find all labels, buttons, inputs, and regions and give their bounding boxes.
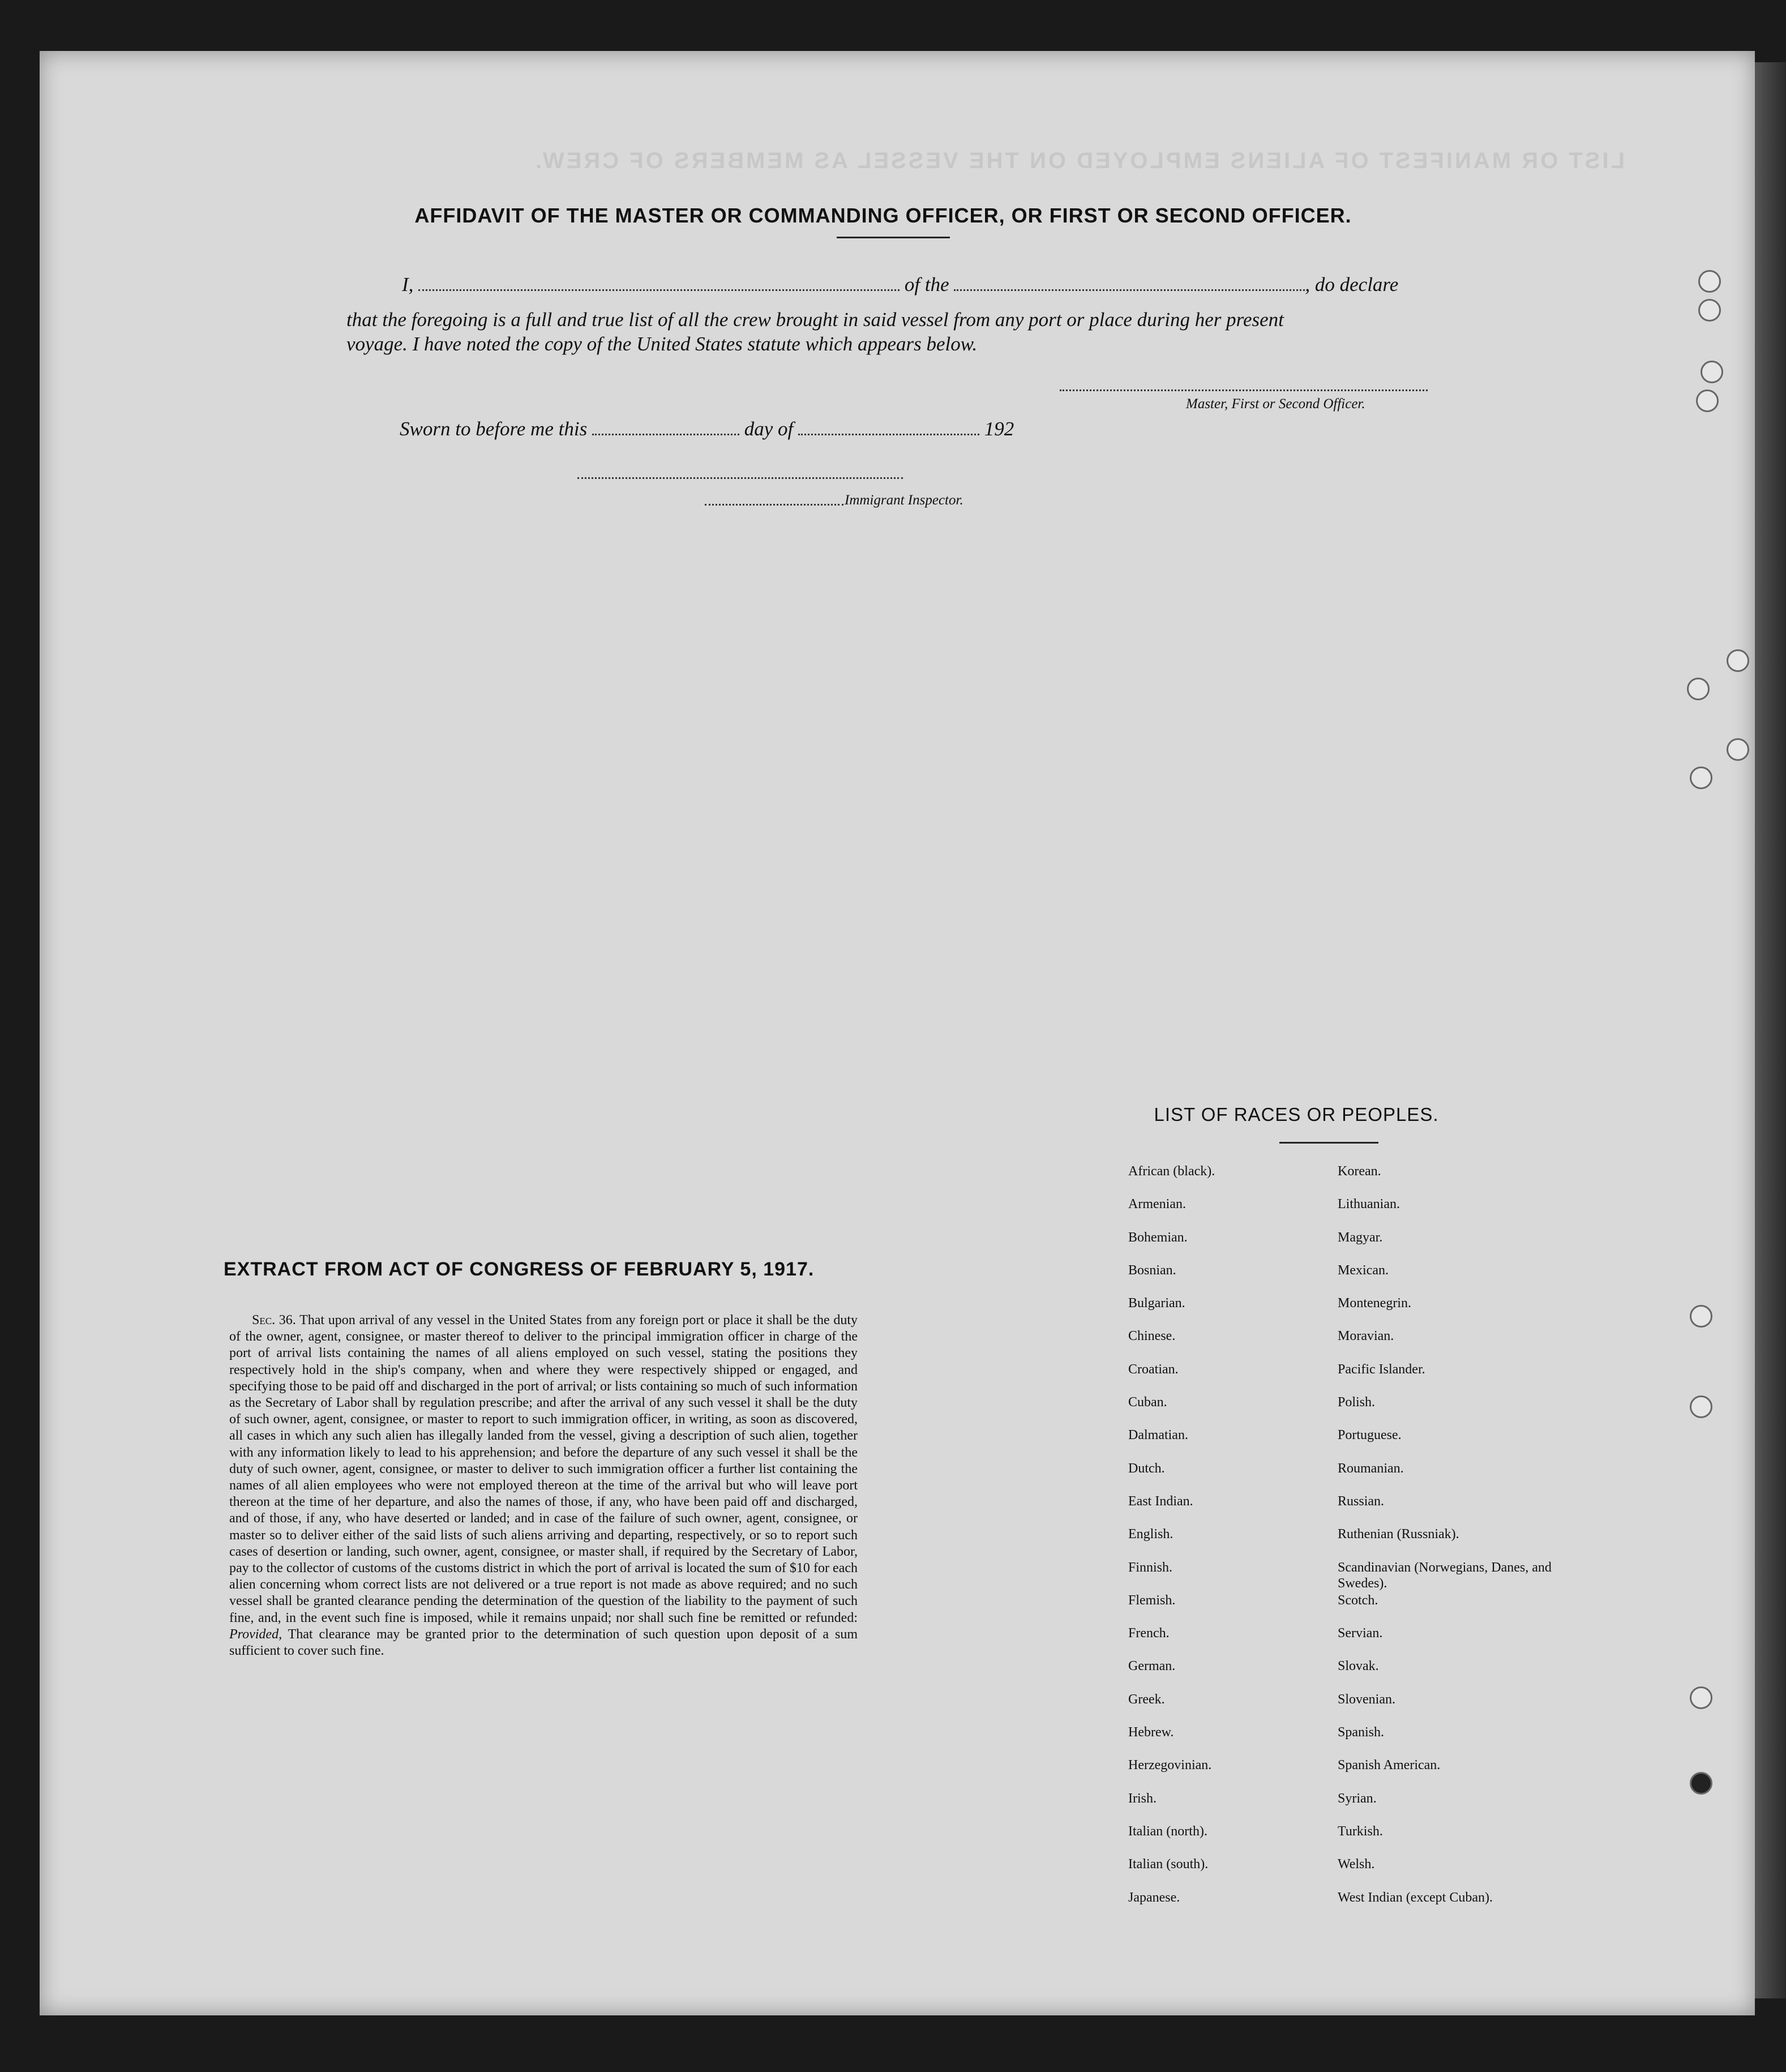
race-item: French. bbox=[1128, 1626, 1170, 1641]
race-item: Scotch. bbox=[1338, 1592, 1378, 1608]
race-item: Dalmatian. bbox=[1128, 1428, 1188, 1443]
race-item: Welsh. bbox=[1338, 1857, 1375, 1872]
race-item: English. bbox=[1128, 1527, 1173, 1542]
race-item: German. bbox=[1128, 1659, 1176, 1674]
title-underline bbox=[837, 237, 950, 238]
race-item: West Indian (except Cuban). bbox=[1338, 1890, 1493, 1905]
races-title: LIST OF RACES OR PEOPLES. bbox=[1154, 1104, 1439, 1125]
affidavit-name-line bbox=[402, 273, 1427, 296]
race-item: Mexican. bbox=[1338, 1262, 1389, 1278]
extract-title: EXTRACT FROM ACT OF CONGRESS OF FEBRUARY 5, 1917. bbox=[224, 1258, 815, 1280]
race-item: Scandinavian (Norwegians, Danes, and Swedes). bbox=[1338, 1560, 1552, 1591]
race-item: Chinese. bbox=[1128, 1329, 1176, 1344]
sworn-line bbox=[400, 418, 1249, 440]
officer-signature-line[interactable] bbox=[1060, 389, 1428, 391]
race-item: Italian (north). bbox=[1128, 1823, 1207, 1839]
races-list-left bbox=[1128, 1163, 1332, 1923]
affidavit-title: AFFIDAVIT OF THE MASTER OR COMMANDING OFFICER, OR FIRST OR SECOND OFFICER. bbox=[414, 204, 1352, 227]
race-item: Japanese. bbox=[1128, 1890, 1180, 1905]
inspector-signature-line-2[interactable] bbox=[705, 504, 843, 506]
race-item: Servian. bbox=[1338, 1626, 1383, 1641]
race-item: Polish. bbox=[1338, 1395, 1376, 1410]
month-blank[interactable] bbox=[798, 434, 979, 435]
race-item: Italian (south). bbox=[1128, 1857, 1209, 1872]
race-item: Finnish. bbox=[1128, 1560, 1173, 1575]
race-item: Montenegrin. bbox=[1338, 1296, 1411, 1311]
race-item: Flemish. bbox=[1128, 1592, 1176, 1608]
race-item: Moravian. bbox=[1338, 1329, 1394, 1344]
day-blank[interactable] bbox=[592, 434, 739, 435]
race-item: Bosnian. bbox=[1128, 1262, 1176, 1278]
day-of-label: day of bbox=[744, 418, 794, 440]
extract-body bbox=[229, 1312, 858, 1659]
race-item: Lithuanian. bbox=[1338, 1197, 1400, 1212]
affidavit-body-line1: that the foregoing is a full and true list of all the crew brought in said vessel from any port or place during her present bbox=[346, 309, 1284, 331]
affidavit-body-line2: voyage. I have noted the copy of the United States statute which appears below. bbox=[346, 333, 978, 355]
bleed-through-header: LIST OR MANIFEST OF ALIENS EMPLOYED ON THE VESSEL AS MEMBERS OF CREW. bbox=[533, 148, 1625, 173]
race-item: Greek. bbox=[1128, 1692, 1165, 1707]
of-the-label: of the bbox=[904, 273, 949, 296]
race-item: Croatian. bbox=[1128, 1362, 1179, 1377]
race-item: Bulgarian. bbox=[1128, 1296, 1185, 1311]
extract-text: That upon arrival of any vessel in the United States from any foreign port or place it shall be the duty of the owner, agent, consignee, or master thereof to deliver to the principal immigration officer in charge of the port of arrival lists containing the names of all aliens employed on such vessel, stating the positions they respectively hold in the ship's company, when and where they were respectively shipped or engaged, and specifying those to be paid off and discharged in the port of arrival; or lists containing so much of such information as the Secretary of Labor shall by regulation prescribe; and after the arrival of any such vessel it shall be the duty of such owner, agent, consignee, or master to report to such immigration officer, in writing, as soon as discovered, all cases in which any such alien has illegally landed from the vessel, giving a description of such alien, together with any information likely to lead to his apprehension; and before the departure of any such vessel it shall be the duty of such owner, agent, consignee, or master to deliver to such immigration officer a further list containing the names of all alien employees who were not employed thereon at the time of the arrival but who will leave port thereon at the time of her departure, and also the names of those, if any, who have been paid off and discharged, and of those, if any, who have deserted or landed; and in case of the failure of such owner, agent, consignee, or master so to deliver either of the said lists of such aliens arriving and departing, respectively, or so to report such cases of desertion or landing, such owner, agent, consignee, or master shall, if required by the Secretary of Labor, pay to the collector of customs of the customs district in which the port of arrival is located the sum of $10 for each alien concerning whom correct lists are not delivered or a true report is not made as above required; and no such vessel shall be granted clearance pending the determination of the question of the liability to the payment of such fine, and, in the event such fine is imposed, while it remains unpaid; nor shall such fine be remitted or refunded: bbox=[229, 1313, 858, 1625]
race-item: Hebrew. bbox=[1128, 1725, 1174, 1740]
i-label: I, bbox=[402, 273, 414, 296]
races-list-right bbox=[1338, 1163, 1587, 1923]
race-item: East Indian. bbox=[1128, 1493, 1193, 1509]
race-item: Irish. bbox=[1128, 1791, 1157, 1806]
race-item: Russian. bbox=[1338, 1493, 1385, 1509]
page-edge bbox=[1755, 62, 1786, 1998]
race-item: Roumanian. bbox=[1338, 1461, 1404, 1476]
race-item: Turkish. bbox=[1338, 1823, 1383, 1839]
race-item: Pacific Islander. bbox=[1338, 1362, 1425, 1377]
race-item: Armenian. bbox=[1128, 1197, 1186, 1212]
race-item: Slovak. bbox=[1338, 1659, 1379, 1674]
race-item: Ruthenian (Russniak). bbox=[1338, 1527, 1459, 1542]
provided-label: Provided, bbox=[229, 1626, 282, 1642]
race-item: Spanish. bbox=[1338, 1725, 1385, 1740]
officer-signature-label: Master, First or Second Officer. bbox=[1186, 396, 1365, 412]
race-item: Cuban. bbox=[1128, 1395, 1167, 1410]
section-label: Sec. 36. bbox=[252, 1313, 296, 1328]
name-blank[interactable] bbox=[418, 289, 900, 291]
race-item: Syrian. bbox=[1338, 1791, 1377, 1806]
provided-text: That clearance may be granted prior to the determination of such question upon deposit of a sum sufficient to cover such fine. bbox=[229, 1626, 858, 1659]
inspector-signature-line-1[interactable] bbox=[577, 477, 903, 479]
race-item: Bohemian. bbox=[1128, 1230, 1188, 1245]
race-item: Spanish American. bbox=[1338, 1758, 1441, 1773]
race-item: Dutch. bbox=[1128, 1461, 1165, 1476]
race-item: Portuguese. bbox=[1338, 1428, 1402, 1443]
race-item: Herzegovinian. bbox=[1128, 1758, 1212, 1773]
vessel-blank[interactable] bbox=[954, 289, 1305, 291]
race-item: Magyar. bbox=[1338, 1230, 1383, 1245]
races-title-underline bbox=[1279, 1142, 1378, 1144]
race-item: Korean. bbox=[1338, 1164, 1381, 1179]
year-prefix: 192 bbox=[984, 418, 1014, 440]
sworn-label: Sworn to before me this bbox=[400, 418, 588, 440]
do-declare-label: , do declare bbox=[1305, 273, 1399, 296]
race-item: African (black). bbox=[1128, 1164, 1215, 1179]
race-item: Slovenian. bbox=[1338, 1692, 1395, 1707]
inspector-label: Immigrant Inspector. bbox=[845, 493, 963, 508]
